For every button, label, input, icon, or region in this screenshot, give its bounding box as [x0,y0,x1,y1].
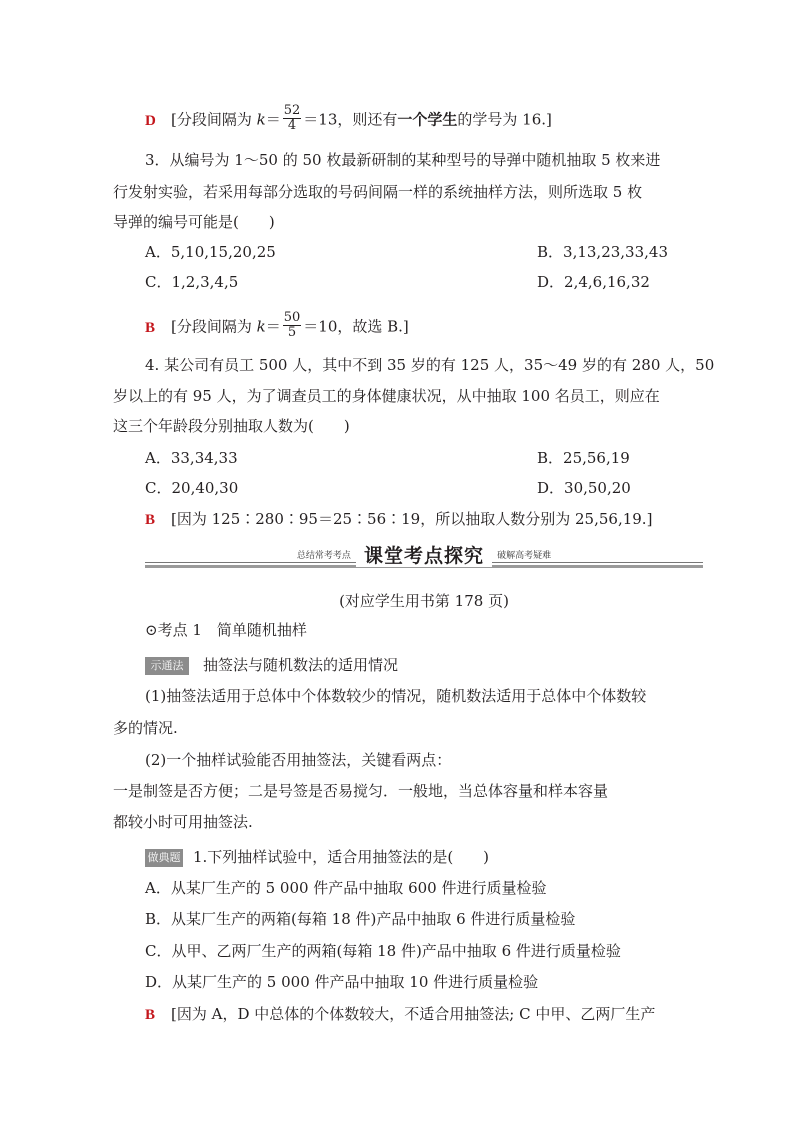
banner-content [145,541,703,567]
fraction-denominator: 5 [287,325,297,340]
q3-line-1: 3．从编号为 1～50 的 50 枚最新研制的某种型号的导弹中随机抽取 5 枚来进 [145,151,661,169]
answer-letter: B [145,512,156,528]
answer-letter: B [145,1007,156,1023]
bold-phrase: 一个学生 [397,110,458,129]
q3-options-row-1 [145,242,715,262]
example-tag: 做典题 [145,849,183,867]
answer-text-end: 的学号为 16.] [457,110,552,129]
fraction-denominator: 4 [287,118,297,133]
answer-q4-block [145,509,715,530]
fraction [283,311,302,340]
q3-option-d: D．2,4,6,16,32 [537,273,650,291]
method-p3-line-1: 一是制签是否方便；二是号签是否易搅匀．一般地，当总体容量和样本容量 [113,782,609,800]
q3-option-c: C．1,2,3,4,5 [145,273,239,291]
answer-text-cont: ＝13，则还有 [303,110,398,129]
q3-line-2: 行发射实验，若采用每部分选取的号码间隔一样的系统抽样方法，则所选取 5 枚 [113,183,643,201]
answer-text: [分段间隔为 [171,317,257,336]
q3-option-a: A．5,10,15,20,25 [145,243,276,261]
kaodian-heading: ⊙考点 1 简单随机抽样 [145,621,307,639]
q4-option-b: B．25,56,19 [537,449,630,467]
page-reference: (对应学生用书第 178 页) [339,592,509,610]
q4-line-2: 岁以上的有 95 人，为了调查员工的身体健康状况，从中抽取 100 名员工，则应在 [113,387,660,405]
answer-text: [因为 A，D 中总体的个体数较大，不适合用抽签法; C 中甲、乙两厂生产 [171,1005,656,1023]
example-option-b: B．从某厂生产的两箱(每箱 18 件)产品中抽取 6 件进行质量检验 [145,910,576,928]
method-tag: 示通法 [145,657,189,675]
q3-options-row-2 [145,272,715,292]
example-question: 1.下列抽样试验中，适合用抽签法的是( ) [193,848,490,866]
answer-text: [因为 125∶280∶95＝25∶56∶19，所以抽取人数分别为 25,56,19.] [171,510,653,528]
q4-option-a: A．33,34,33 [145,449,238,467]
answer-text-end: ＝10，故选 B.] [303,317,409,336]
method-p3-line-2: 都较小时可用抽签法. [113,813,253,831]
example-option-a: A．从某厂生产的 5 000 件产品中抽取 600 件进行质量检验 [145,879,547,897]
answer-text: [分段间隔为 [171,110,257,129]
fraction-numerator: 52 [283,103,301,118]
answer-letter: B [145,319,156,336]
method-p2: (2)一个抽样试验能否用抽签法，关键看两点： [145,751,452,769]
q4-option-c: C．20,40,30 [145,479,239,497]
variable-k: k [256,317,266,336]
q4-options-row-2 [145,478,715,498]
example-answer [145,1004,715,1025]
q3-option-b: B．3,13,23,33,43 [537,243,668,261]
method-p1-line-2: 多的情况. [113,719,178,737]
q4-option-d: D．30,50,20 [537,479,631,497]
equals-sign: ＝ [265,110,281,129]
variable-k: k [256,110,266,129]
example-option-c: C．从甲、乙两厂生产的两箱(每箱 18 件)产品中抽取 6 件进行质量检验 [145,942,621,960]
answer-q3-block [145,310,715,342]
fraction [283,104,302,133]
equals-sign: ＝ [265,317,281,336]
section-banner [145,541,703,571]
q4-line-3: 这三个年龄段分别抽取人数为( ) [113,417,350,435]
answer-letter: D [145,112,156,129]
fraction-numerator: 50 [283,310,301,325]
method-title: 抽签法与随机数法的适用情况 [203,656,399,674]
banner-right-caption: 破解高考疑难 [497,551,552,561]
method-heading [145,655,715,675]
answer-d-block [145,103,715,135]
banner-left-caption: 总结常考考点 [296,551,351,561]
method-p1-line-1: (1)抽签法适用于总体中个体数较少的情况，随机数法适用于总体中个体数较 [145,687,647,705]
q4-line-1: 4. 某公司有员工 500 人，其中不到 35 岁的有 125 人，35～49 岁的有 280 人，50 [145,356,715,374]
q4-options-row-1 [145,448,715,468]
example-heading [145,847,715,867]
q3-line-3: 导弹的编号可能是( ) [113,213,275,231]
example-option-d: D．从某厂生产的 5 000 件产品中抽取 10 件进行质量检验 [145,973,539,991]
banner-title: 课堂考点探究 [356,545,492,567]
